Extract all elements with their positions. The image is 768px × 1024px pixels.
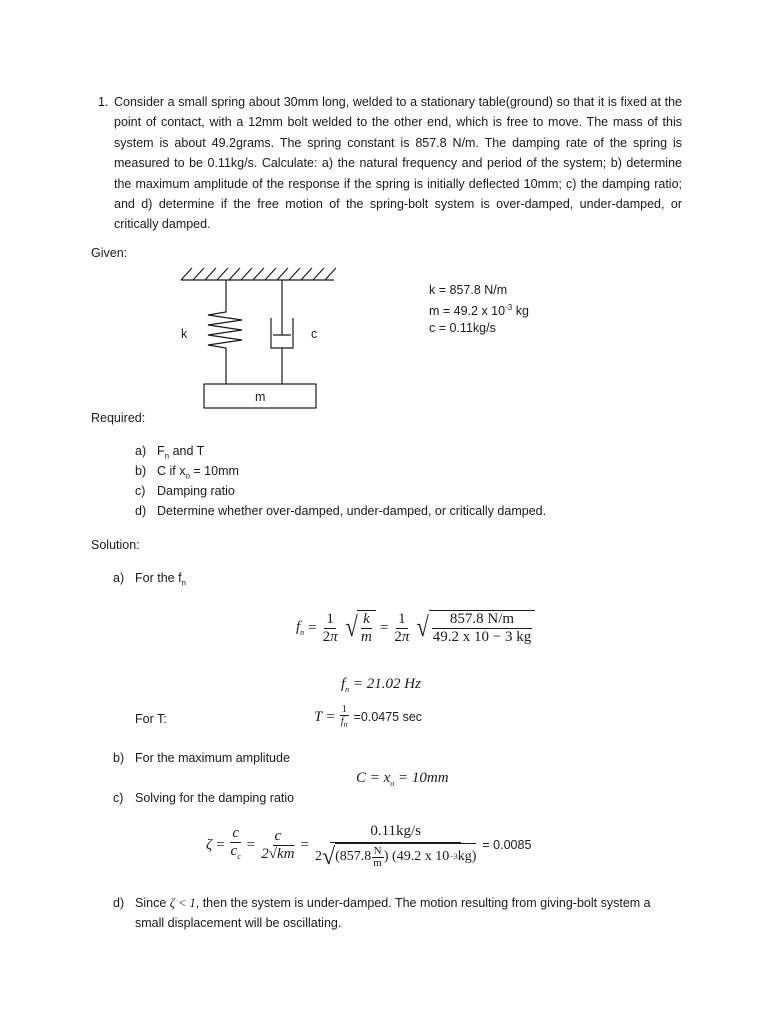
solution-d: d) Since ζ < 1, then the system is under-damped. The motion resulting from giving-bolt system a small displacement will be oscillating.: [113, 896, 651, 930]
fn-result: $f_n = 21.02$ Hz: [341, 676, 421, 694]
required-heading: Required:: [91, 411, 146, 425]
mass-label: m: [255, 390, 266, 404]
problem-text: Consider a small spring about 30mm long, welded to a stationary table(ground) so that it is fixed at the point of contact, with a 12mm bolt welded to the other end, which is free to move. The mass of this system is about 49.2grams. The spring constant is 857.8 N/m. The damping rate of the spring is measured to be 0.11kg/s. Calculate: a) the natural frequency and period of the system; b) determine the maximum amplitude of the response if the spring is initially deflected 10mm; c) the damping ratio; and d) determine if the free motion of the spring-bolt system is over-damped, under-damped, or critically damped.: [114, 95, 682, 232]
amplitude-equation: $C = x_o = 10mm$: [356, 770, 449, 788]
fn-equation: $f_n$ = $\frac{1}{2\pi}$ √ $\frac{k}{m}$ = $\frac{1}{2\pi}$ √ $\frac{857.8 N/m}{49.2 x 10 - 3 kg}$: [296, 610, 535, 646]
spring: [208, 280, 242, 384]
solution-b-label: b) For the maximum amplitude: [113, 751, 290, 765]
required-item-a: a) $F_n$ and T: [135, 444, 205, 461]
problem-statement: [98, 92, 682, 235]
solution-c-label: c) Solving for the damping ratio: [113, 791, 295, 805]
required-item-c: c) Damping ratio: [135, 484, 235, 498]
given-heading: Given:: [91, 246, 128, 260]
required-item-d: d) Determine whether over-damped, under-damped, or critically damped.: [135, 504, 547, 518]
given-k: k = 857.8 N/m: [429, 283, 508, 297]
for-t-label: For T:: [135, 712, 167, 726]
damper-label: c: [311, 327, 318, 341]
given-c: c = 0.11kg/s: [429, 321, 496, 335]
ground-hatch: [181, 268, 336, 280]
given-values: [429, 282, 529, 337]
solution-heading: Solution:: [91, 538, 140, 552]
solution-a-label: a) For the $f_n$: [113, 571, 186, 588]
required-item-b: b) C if $x_o = 10mm$: [135, 464, 239, 481]
spring-label: k: [181, 327, 188, 341]
problem-number: 1.: [98, 95, 109, 109]
given-m: m = 49.2 x $10^{-3}$ kg: [429, 303, 529, 318]
t-equation: T = $\frac{1}{f_n}$ =0.0475 sec: [314, 704, 423, 729]
damping-ratio-equation: ζ = $\frac{c}{c_c}$ = $\frac{c}{2√km}$ = 0.11kg/s 2 √ ( 857.8 $\frac{N}{m}$ ) (49.2 x 10 −3 kg) = 0.0085: [206, 820, 531, 870]
